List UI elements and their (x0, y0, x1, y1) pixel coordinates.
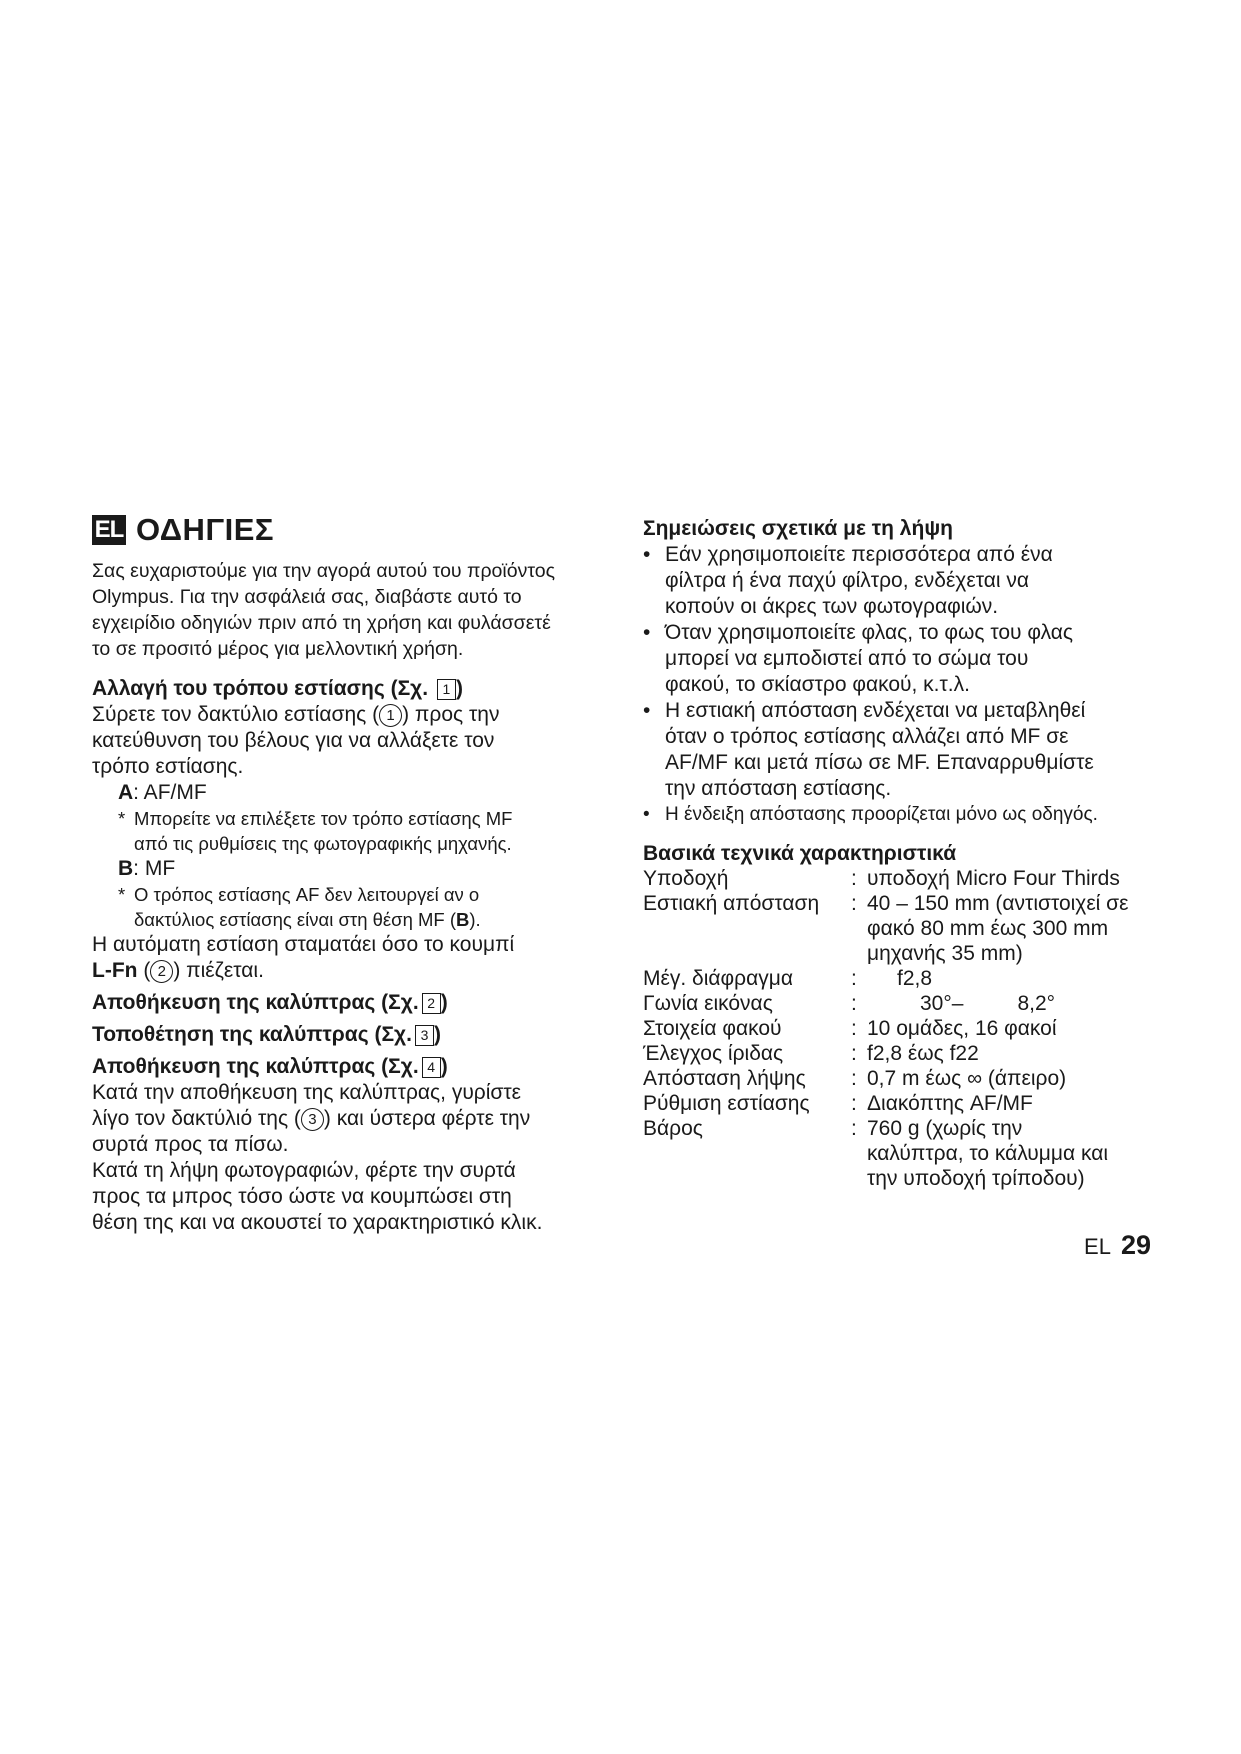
bullet: • (643, 804, 650, 825)
mode-a-label: A (118, 781, 134, 804)
heading-close: ) (440, 1055, 448, 1078)
spec-value (867, 1016, 1163, 1041)
asterisk: * (118, 808, 126, 829)
note-item (643, 542, 1163, 620)
text: δακτύλιος εστίασης είναι στη θέση MF ( (134, 909, 457, 930)
spec-value (867, 891, 1163, 966)
spec-value-line: την υποδοχή τρίποδου) (867, 1167, 1085, 1190)
spec-label: Στοιχεία φακού (643, 1017, 782, 1040)
hood-line (92, 1106, 612, 1132)
spec-label: Ρύθμιση εστίασης (643, 1092, 810, 1115)
text: Σύρετε τον δακτύλιο εστίασης ( (92, 703, 380, 726)
intro-line: Σας ευχαριστούμε για την αγορά αυτού του προϊόντος (92, 560, 556, 582)
spec-value-line: 0,7 m έως ∞ (άπειρο) (867, 1067, 1067, 1090)
heading-text: Τοποθέτηση της καλύπτρας (Σχ. (92, 1023, 412, 1046)
heading-close: ) (455, 677, 463, 700)
note-line (118, 907, 612, 932)
bullet: • (643, 699, 651, 722)
note-line: φακού, το σκίαστρο φακού, κ.τ.λ. (665, 673, 970, 696)
text-bold: B (456, 909, 470, 930)
text: ) προς την (402, 703, 500, 726)
figure-ref: 2 (422, 993, 441, 1014)
spec-value-line: 40 – 150 mm (αντιστοιχεί σε (867, 892, 1129, 915)
page-number (1084, 1230, 1151, 1261)
spec-value-line: φακό 80 mm έως 300 mm (867, 917, 1109, 940)
spec-value (867, 966, 1163, 991)
note-line: φίλτρα ή ένα παχύ φίλτρο, ενδέχεται να (665, 569, 1029, 592)
note-b (92, 882, 612, 932)
note-item (643, 620, 1163, 698)
spec-colon: : (851, 1017, 857, 1040)
af-stop-line (92, 958, 612, 984)
mode-b-value: : MF (133, 857, 176, 880)
hood-heading-1 (92, 990, 612, 1016)
spec-value (867, 1066, 1163, 1091)
note-item (643, 698, 1163, 802)
heading-text: Αλλαγή του τρόπου εστίασης (Σχ. (92, 677, 429, 700)
heading-text: Αποθήκευση της καλύπτρας (Σχ. (92, 991, 419, 1014)
spec-colon: : (851, 967, 857, 990)
hood-line: προς τα μπρος τόσο ώστε να κουμπώσει στη (92, 1185, 512, 1208)
mode-b-label: B (118, 857, 134, 880)
text: ). (469, 909, 481, 930)
intro-line: Olympus. Για την ασφάλειά σας, διαβάστε αυτό το (92, 586, 522, 608)
text: λίγο τον δακτύλιό της ( (92, 1107, 301, 1130)
spec-colon: : (851, 1067, 857, 1090)
hood-line: συρτά προς τα πίσω. (92, 1133, 289, 1156)
focus-line (92, 702, 612, 728)
mode-a-value: : AF/MF (133, 781, 207, 804)
spec-value-line: 10 ομάδες, 16 φακοί (867, 1017, 1057, 1040)
note-line: Η ένδειξη απόστασης προορίζεται μόνο ως οδηγός. (665, 804, 1098, 825)
spec-value (867, 1041, 1163, 1066)
bullet: • (643, 621, 651, 644)
lfn-button-label: L-Fn (92, 959, 138, 982)
note-line: την απόσταση εστίασης. (665, 777, 892, 800)
page-num: 29 (1120, 1230, 1151, 1260)
spec-colon: : (851, 1117, 857, 1140)
spec-value-line: υποδοχή Micro Four Thirds (867, 867, 1120, 890)
af-stop-line: Η αυτόματη εστίαση σταματάει όσο το κουμπί (92, 933, 515, 956)
spec-label: Βάρος (643, 1117, 703, 1140)
spec-colon: : (851, 1092, 857, 1115)
figure-ref: 4 (422, 1057, 441, 1078)
hood-line: Κατά την αποθήκευση της καλύπτρας, γυρίστε (92, 1081, 522, 1104)
angle-tele: 8,2° (1017, 992, 1056, 1015)
callout-number: 3 (301, 1108, 324, 1131)
section-title (92, 512, 612, 548)
heading-close: ) (440, 991, 448, 1014)
note-line: Ο τρόπος εστίασης AF δεν λειτουργεί αν ο (134, 884, 480, 905)
note-line: μπορεί να εμποδιστεί από το σώμα του (665, 647, 1029, 670)
spec-value (867, 866, 1163, 891)
intro-line: εγχειρίδιο οδηγιών πριν από τη χρήση και φυλάσσετέ (92, 612, 551, 634)
spec-value-line: Διακόπτης AF/MF (867, 1092, 1033, 1115)
spec-label: Μέγ. διάφραγμα (643, 967, 793, 990)
hood-heading-2 (92, 1022, 612, 1048)
spec-label: Εστιακή απόσταση (643, 892, 820, 915)
spec-value-line: καλύπτρα, το κάλυμμα και (867, 1142, 1109, 1165)
note-a (92, 806, 612, 856)
text: ) πιέζεται. (173, 959, 264, 982)
spec-label: Έλεγχος ίριδας (643, 1042, 784, 1065)
specs-heading: Βασικά τεχνικά χαρακτηριστικά (643, 842, 957, 865)
spec-colon: : (851, 867, 857, 890)
intro-line: το σε προσιτό μέρος για μελλοντική χρήση. (92, 638, 464, 660)
heading-close: ) (433, 1023, 441, 1046)
asterisk: * (118, 884, 126, 905)
figure-ref: 1 (437, 679, 456, 700)
note-item (643, 802, 1163, 828)
hood-line: θέση της και να ακουστεί το χαρακτηριστικό κλικ. (92, 1211, 543, 1234)
note-line: από τις ρυθμίσεις της φωτογραφικής μηχανής. (134, 833, 512, 854)
focus-line: τρόπο εστίασης. (92, 755, 244, 778)
hood-heading-3 (92, 1054, 612, 1080)
spec-colon: : (851, 1042, 857, 1065)
note-line: κοπούν οι άκρες των φωτογραφιών. (665, 595, 999, 618)
angle-wide: 30°– (920, 992, 964, 1015)
callout-number: 2 (150, 960, 173, 983)
note-line: Όταν χρησιμοποιείτε φλας, το φως του φλας (665, 621, 1074, 644)
page-lang: EL (1084, 1234, 1111, 1259)
language-badge: EL (92, 515, 126, 545)
left-column (92, 512, 612, 1236)
focus-mode-heading (92, 676, 612, 702)
note-line: όταν ο τρόπος εστίασης αλλάζει από MF σε (665, 725, 1069, 748)
heading-text: Αποθήκευση της καλύπτρας (Σχ. (92, 1055, 419, 1078)
notes-heading: Σημειώσεις σχετικά με τη λήψη (643, 517, 953, 540)
bullet: • (643, 543, 651, 566)
intro-paragraph (92, 558, 612, 662)
spec-value (867, 991, 1163, 1016)
note-line: Εάν χρησιμοποιείτε περισσότερα από ένα (665, 543, 1053, 566)
spec-label: Γωνία εικόνας (643, 992, 773, 1015)
spec-colon: : (851, 992, 857, 1015)
spec-value (867, 1116, 1163, 1191)
spec-value-line: μηχανής 35 mm) (867, 942, 1023, 965)
note-line: AF/MF και μετά πίσω σε MF. Επαναρρυθμίστε (665, 751, 1094, 774)
spec-colon: : (851, 892, 857, 915)
specs-table (643, 866, 1163, 1191)
text: ) και ύστερα φέρτε την (323, 1107, 531, 1130)
page-title: ΟΔΗΓΙΕΣ (136, 512, 274, 547)
spec-value-line: f2,8 έως f22 (867, 1042, 979, 1065)
callout-number: 1 (379, 704, 402, 727)
mode-b (92, 856, 612, 882)
figure-ref: 3 (415, 1025, 434, 1046)
spec-value-line: f2,8 (897, 967, 933, 990)
spec-label: Υποδοχή (643, 867, 729, 890)
right-column (643, 516, 1163, 1191)
spec-label: Απόσταση λήψης (643, 1067, 806, 1090)
hood-line: Κατά τη λήψη φωτογραφιών, φέρτε την συρτά (92, 1159, 516, 1182)
spec-value-line: 760 g (χωρίς την (867, 1117, 1023, 1140)
focus-line: κατεύθυνση του βέλους για να αλλάξετε τον (92, 729, 495, 752)
text: ( (137, 959, 151, 982)
note-line: Η εστιακή απόσταση ενδέχεται να μεταβληθεί (665, 699, 1086, 722)
note-line: Μπορείτε να επιλέξετε τον τρόπο εστίασης MF (134, 808, 513, 829)
spec-value (867, 1091, 1163, 1116)
mode-a (92, 780, 612, 806)
